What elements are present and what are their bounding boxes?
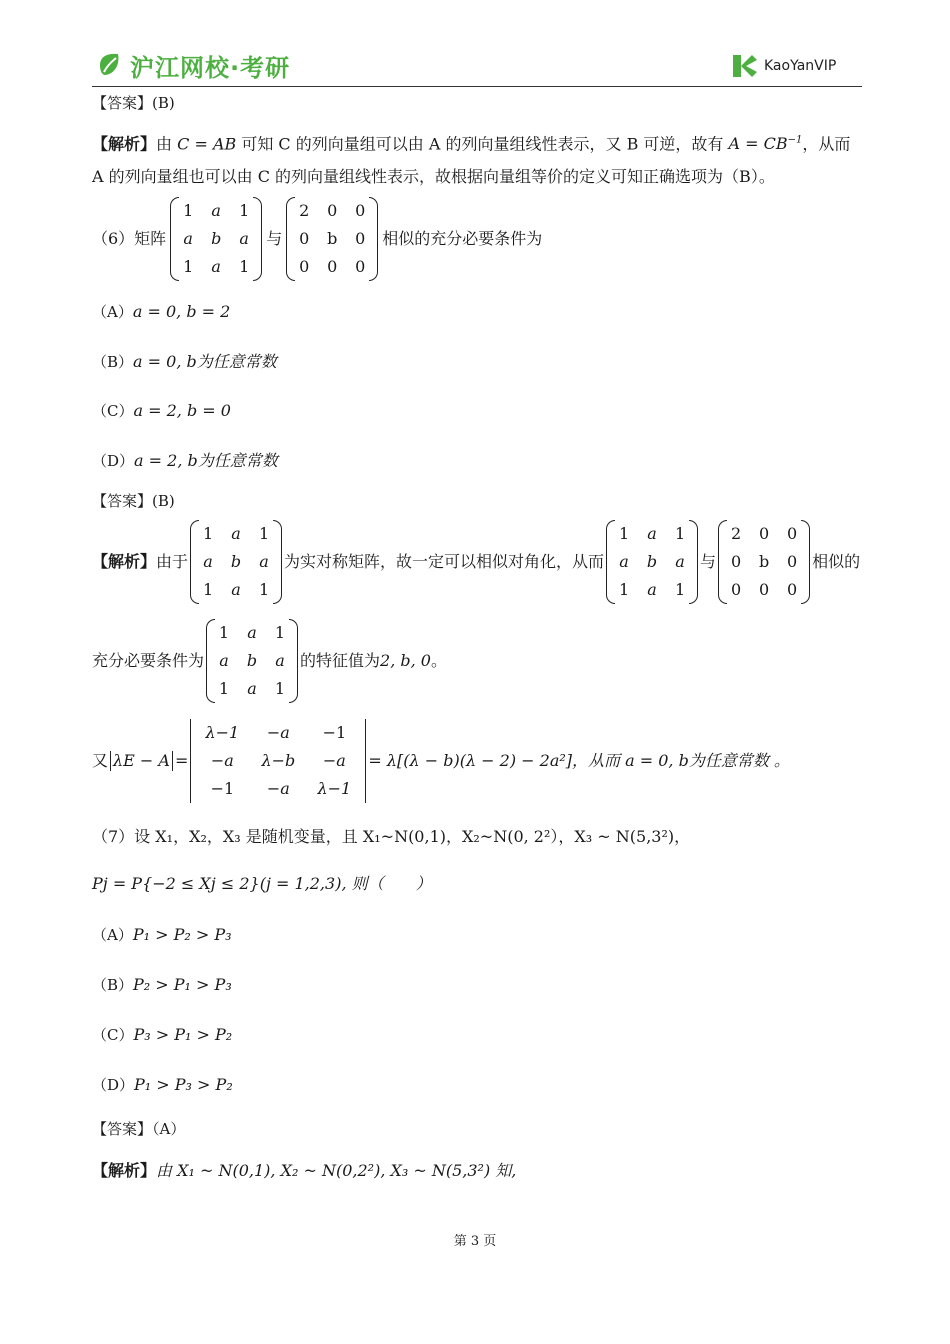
matrix-cell: 0 <box>327 257 338 276</box>
q7-analysis <box>92 1160 516 1182</box>
matrix-cell: b <box>211 229 222 248</box>
q6-analysis-matrix-b <box>722 520 806 604</box>
matrix-cell: 1 <box>218 623 230 642</box>
brand-left-text: 沪江网校·考研 <box>130 53 291 82</box>
matrix-cell: a <box>231 580 241 599</box>
matrix-cell: a <box>211 257 221 276</box>
matrix-cell: 0 <box>786 524 798 543</box>
q5-analysis-1c: ，从而 <box>802 134 851 154</box>
q6-option-a: （A）a = 0, b = 2 <box>92 302 231 321</box>
q6-analysis-matrix-a1 <box>194 520 278 604</box>
matrix-cell: 1 <box>618 580 630 599</box>
q6-analysis-b: 为实对称矩阵，故一定可以相似对角化，从而 <box>284 552 605 571</box>
q6-answer: 【答案】(B) <box>92 492 175 510</box>
q6-det-result: = λ[(λ − b)(λ − 2) − 2a²]，从而 a = 0, b为任意常数 。 <box>368 751 790 770</box>
matrix-cell: −a <box>210 751 234 770</box>
matrix-cell: a <box>211 201 221 220</box>
matrix-cell: 1 <box>239 201 250 220</box>
matrix-cell: 1 <box>674 580 686 599</box>
matrix-cell: 1 <box>239 257 250 276</box>
q6-analysis-label: 【解析】 <box>92 552 157 571</box>
q7-stem-line2: Pj = P{−2 ≤ Xj ≤ 2}(j = 1,2,3), 则（ ） <box>92 874 432 893</box>
matrix-cell: a <box>675 552 685 571</box>
matrix-cell: 1 <box>183 201 194 220</box>
q6-stem-mid: 与 <box>266 229 283 248</box>
matrix-cell: 0 <box>299 257 310 276</box>
q6-option-b: （B）a = 0, b为任意常数 <box>92 352 277 371</box>
header-divider <box>92 86 862 87</box>
matrix-cell: a <box>647 524 657 543</box>
matrix-cell: a <box>231 524 241 543</box>
q6-analysis-c: 与 <box>700 552 717 571</box>
matrix-cell: 1 <box>674 524 686 543</box>
q6-analysis-matrix-a3 <box>210 619 294 703</box>
q7-answer: 【答案】（A） <box>92 1120 186 1138</box>
matrix-cell: λ−1 <box>205 723 240 742</box>
matrix-cell: 2 <box>730 524 742 543</box>
matrix-cell: b <box>758 552 770 571</box>
q6-analysis-f: 的特征值为 <box>300 651 381 670</box>
matrix-cell: 0 <box>730 552 742 571</box>
q7-stem-line1: （7）设 X₁，X₂，X₃ 是随机变量，且 X₁~N(0,1)，X₂~N(0, 2²），X₃ ~ N(5,3²)， <box>92 827 691 846</box>
matrix-cell: a <box>219 651 229 670</box>
matrix-cell: λ−1 <box>317 779 352 798</box>
k-logo-icon <box>730 52 758 80</box>
q6-eigenvalues: 2, b, 0 <box>380 651 431 670</box>
hujiang-logo <box>96 48 290 82</box>
matrix-cell: a <box>247 679 257 698</box>
matrix-cell: 0 <box>786 580 798 599</box>
q5-analysis-line1: 【解析】由 C = AB 可知 C 的列向量组可以由 A 的列向量组线性表示，又 B 可逆，故有 $A = CB^{-1}$，从而 <box>92 134 851 154</box>
matrix-cell: −a <box>266 779 290 798</box>
q6-analysis-line2: 充分必要条件为 1 a 1 a b a 1 a 1 的特征值为 2, b, 0 。 <box>92 619 447 703</box>
matrix-cell: −a <box>266 723 290 742</box>
matrix-cell: 0 <box>758 524 770 543</box>
q6-analysis-d: 相似的 <box>812 552 861 571</box>
kaoyanvip-logo <box>730 52 836 80</box>
q5-analysis-line2: A 的列向量组也可以由 C 的列向量组线性表示，故根据向量组等价的定义可知正确选项为（B）。 <box>92 167 775 186</box>
brand-right-text: KaoYanVIP <box>764 58 837 74</box>
matrix-cell: 0 <box>758 580 770 599</box>
q6-stem-suffix: 相似的充分必要条件为 <box>382 229 543 248</box>
q6-matrix-a <box>174 197 258 281</box>
matrix-cell: a <box>259 552 269 571</box>
q7-analysis-label: 【解析】 <box>92 1161 157 1180</box>
q6-analysis-matrix-a2 <box>610 520 694 604</box>
matrix-cell: −a <box>322 751 346 770</box>
matrix-cell: −1 <box>322 723 347 742</box>
matrix-cell: b <box>327 229 338 248</box>
q6-option-d: （D）a = 2, b为任意常数 <box>92 451 278 470</box>
matrix-cell: b <box>230 552 242 571</box>
q7-option-b: （B）P₂ > P₁ > P₃ <box>92 975 232 994</box>
matrix-cell: 1 <box>218 679 230 698</box>
page-number: 第 3 页 <box>453 1234 497 1249</box>
matrix-cell: a <box>239 229 249 248</box>
matrix-cell: 0 <box>355 201 366 220</box>
matrix-cell: a <box>183 229 193 248</box>
matrix-cell: 0 <box>786 552 798 571</box>
matrix-cell: a <box>203 552 213 571</box>
q5-analysis-1b: 可知 C 的列向量组可以由 A 的列向量组线性表示，又 B 可逆，故有 <box>241 134 724 154</box>
matrix-cell: 0 <box>327 201 338 220</box>
q7-option-c: （C）P₃ > P₁ > P₂ <box>92 1025 233 1044</box>
q7-analysis-text: 由 X₁ ~ N(0,1), X₂ ~ N(0,2²), X₃ ~ N(5,3²) 知, <box>156 1161 517 1180</box>
matrix-cell: a <box>647 580 657 599</box>
q6-determinant <box>194 719 362 803</box>
matrix-cell: 1 <box>274 623 286 642</box>
matrix-cell: b <box>246 651 258 670</box>
matrix-cell: a <box>275 651 285 670</box>
q6-matrix-b <box>290 197 374 281</box>
matrix-cell: 1 <box>183 257 194 276</box>
q7-option-d: （D）P₁ > P₃ > P₂ <box>92 1075 233 1094</box>
q6-stem-prefix: （6）矩阵 <box>92 229 167 248</box>
matrix-cell: −1 <box>210 779 235 798</box>
matrix-cell: a <box>247 623 257 642</box>
matrix-cell: 0 <box>730 580 742 599</box>
matrix-cell: 1 <box>258 580 270 599</box>
matrix-cell: 2 <box>299 201 310 220</box>
q6-analysis-e: 充分必要条件为 <box>92 651 205 670</box>
matrix-cell: λ−b <box>261 751 296 770</box>
q7-option-a: （A）P₁ > P₂ > P₃ <box>92 925 232 944</box>
matrix-cell: 1 <box>258 524 270 543</box>
matrix-cell: 1 <box>274 679 286 698</box>
matrix-cell: 1 <box>202 524 214 543</box>
q6-analysis-a: 由于 <box>156 552 189 571</box>
q5-answer: 【答案】(B) <box>92 94 175 112</box>
q6-analysis-line1 <box>92 520 860 604</box>
leaf-icon <box>96 50 126 80</box>
matrix-cell: 1 <box>202 580 214 599</box>
q5-analysis-label: 【解析】 <box>92 134 157 154</box>
q6-option-c: （C）a = 2, b = 0 <box>92 401 231 420</box>
matrix-cell: 1 <box>618 524 630 543</box>
matrix-cell: 0 <box>355 257 366 276</box>
q6-stem <box>92 198 542 280</box>
matrix-cell: 0 <box>299 229 310 248</box>
q6-determinant-line: 又 λE − A = λ−1 −a −1 −a λ−b −a −1 −a λ−1 = λ[(λ − b)(λ − 2) − 2a²]，从而 a = 0, b为任意常数 。 <box>92 718 790 804</box>
q6-analysis-g: 又 <box>92 751 109 770</box>
matrix-cell: 0 <box>355 229 366 248</box>
matrix-cell: a <box>619 552 629 571</box>
matrix-cell: b <box>646 552 658 571</box>
q5-analysis-1a: 由 <box>156 134 173 154</box>
